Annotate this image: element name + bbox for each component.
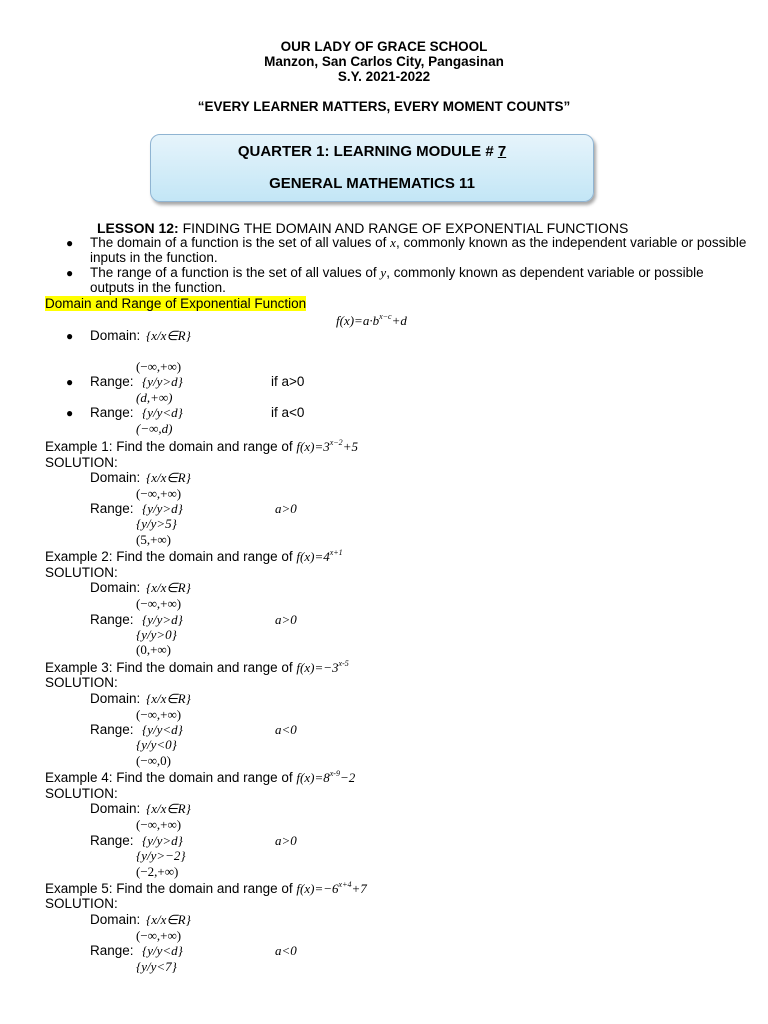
example-range-label: Range: bbox=[90, 833, 134, 848]
example-4-prompt bbox=[45, 770, 355, 786]
example-function-exponent: x+1 bbox=[329, 548, 343, 557]
example-range-value: {y/y<7} bbox=[136, 959, 177, 974]
example-range-label: Range: bbox=[90, 612, 134, 627]
formula-exponent: x−c bbox=[379, 312, 392, 321]
example-domain-interval: (−∞,+∞) bbox=[136, 707, 182, 722]
example-instruction: Find the domain and range of bbox=[116, 770, 297, 785]
example-function bbox=[296, 881, 366, 896]
module-quarter-label: QUARTER 1: LEARNING MODULE # bbox=[237, 143, 498, 160]
example-domain-interval: (−∞,+∞) bbox=[136, 817, 182, 832]
example-domain-interval: (−∞,+∞) bbox=[136, 596, 182, 611]
example-range-interval: (0,+∞) bbox=[136, 642, 172, 657]
example-domain-set: {x/x∈R} bbox=[146, 580, 191, 595]
section-domain-interval: (−∞,+∞) bbox=[136, 359, 182, 374]
example-label: Example 1: bbox=[45, 439, 117, 454]
bullet-icon: ● bbox=[66, 236, 74, 250]
example-label: Example 2: bbox=[45, 549, 117, 564]
school-address: Manzon, San Carlos City, Pangasinan bbox=[264, 54, 504, 69]
example-function bbox=[296, 549, 342, 564]
school-motto: “EVERY LEARNER MATTERS, EVERY MOMENT COUNTS” bbox=[197, 99, 571, 114]
example-domain-set: {x/x∈R} bbox=[146, 801, 191, 816]
example-function bbox=[296, 439, 358, 454]
example-range-value: {y/y<0} bbox=[136, 737, 177, 752]
example-label: Example 4: bbox=[45, 770, 117, 785]
example-function-exponent: x−2 bbox=[329, 438, 343, 447]
example-domain-label: Domain: bbox=[90, 801, 141, 816]
section-range-pos-set: {y/y>d} bbox=[142, 374, 183, 389]
example-function-tail: −2 bbox=[339, 770, 356, 785]
example-range-set: {y/y>d} bbox=[142, 501, 183, 516]
example-range-condition: a<0 bbox=[275, 943, 297, 958]
section-heading: Domain and Range of Exponential Function bbox=[45, 296, 307, 311]
example-range-value: {y/y>5} bbox=[136, 516, 177, 531]
example-range-set: {y/y>d} bbox=[142, 833, 183, 848]
module-number: 7 bbox=[497, 143, 507, 160]
example-function-base: f(x)=8 bbox=[296, 770, 330, 785]
formula-tail: +d bbox=[391, 313, 407, 328]
example-domain-interval: (−∞,+∞) bbox=[136, 928, 182, 943]
example-function-base: f(x)=3 bbox=[296, 439, 330, 454]
example-instruction: Find the domain and range of bbox=[116, 439, 297, 454]
definition-range-var: y bbox=[380, 265, 387, 280]
example-domain-interval: (−∞,+∞) bbox=[136, 486, 182, 501]
section-range-pos-interval: (d,+∞) bbox=[136, 390, 173, 405]
definition-domain bbox=[90, 235, 750, 265]
example-domain-label: Domain: bbox=[90, 580, 141, 595]
module-title-box bbox=[150, 134, 594, 202]
example-solution-label: SOLUTION: bbox=[45, 896, 118, 911]
example-solution-label: SOLUTION: bbox=[45, 565, 118, 580]
bullet-icon: ● bbox=[66, 406, 74, 420]
example-function bbox=[296, 660, 348, 675]
example-label: Example 3: bbox=[45, 660, 117, 675]
example-range-interval: (−2,+∞) bbox=[136, 864, 179, 879]
bullet-icon: ● bbox=[66, 266, 74, 280]
example-range-value: {y/y>0} bbox=[136, 627, 177, 642]
example-domain-label: Domain: bbox=[90, 912, 141, 927]
example-function bbox=[296, 770, 355, 785]
section-range-neg-set: {y/y<d} bbox=[142, 405, 183, 420]
example-function-tail: +5 bbox=[342, 439, 358, 454]
example-function-base: f(x)=−3 bbox=[296, 660, 339, 675]
example-instruction: Find the domain and range of bbox=[116, 881, 297, 896]
example-function-exponent: x-9 bbox=[329, 769, 340, 778]
example-range-set: {y/y<d} bbox=[142, 943, 183, 958]
bullet-icon: ● bbox=[66, 329, 74, 343]
section-domain-set: {x/x∈R} bbox=[146, 328, 191, 343]
example-function-base: f(x)=4 bbox=[296, 549, 330, 564]
definition-domain-pre: The domain of a function is the set of all values of bbox=[90, 235, 391, 250]
module-quarter-line bbox=[151, 143, 593, 160]
section-range-pos-cond: if a>0 bbox=[271, 374, 305, 389]
example-2-prompt bbox=[45, 549, 343, 565]
example-domain-label: Domain: bbox=[90, 470, 141, 485]
section-range-label: Range: bbox=[90, 374, 134, 389]
example-range-label: Range: bbox=[90, 501, 134, 516]
example-label: Example 5: bbox=[45, 881, 117, 896]
example-function-base: f(x)=−6 bbox=[296, 881, 339, 896]
example-function-exponent: x-5 bbox=[338, 659, 349, 668]
example-range-set: {y/y<d} bbox=[142, 722, 183, 737]
lesson-title-text: FINDING THE DOMAIN AND RANGE OF EXPONENTIAL FUNCTIONS bbox=[178, 220, 629, 236]
section-range-neg-cond: if a<0 bbox=[271, 405, 305, 420]
example-range-condition: a<0 bbox=[275, 722, 297, 737]
example-1-prompt bbox=[45, 439, 358, 455]
example-instruction: Find the domain and range of bbox=[116, 549, 297, 564]
example-function-exponent: x+4 bbox=[338, 880, 352, 889]
school-year: S.Y. 2021-2022 bbox=[337, 69, 431, 84]
general-formula bbox=[336, 313, 407, 329]
definition-domain-post: , commonly known as the independent variable or possible inputs in the function. bbox=[90, 235, 747, 265]
example-range-interval: (−∞,0) bbox=[136, 753, 172, 768]
bullet-icon: ● bbox=[66, 375, 74, 389]
example-range-interval: (5,+∞) bbox=[136, 532, 172, 547]
example-3-prompt bbox=[45, 660, 349, 676]
example-range-label: Range: bbox=[90, 722, 134, 737]
example-function-tail: +7 bbox=[351, 881, 367, 896]
definition-range bbox=[90, 265, 750, 295]
lesson-title bbox=[97, 220, 628, 236]
example-instruction: Find the domain and range of bbox=[116, 660, 297, 675]
school-name: OUR LADY OF GRACE SCHOOL bbox=[280, 39, 488, 54]
section-domain-label: Domain: bbox=[90, 328, 141, 343]
formula-base: f(x)=a·b bbox=[336, 313, 380, 328]
example-solution-label: SOLUTION: bbox=[45, 675, 118, 690]
section-range-label: Range: bbox=[90, 405, 134, 420]
example-range-value: {y/y>−2} bbox=[136, 848, 186, 863]
example-solution-label: SOLUTION: bbox=[45, 455, 118, 470]
example-domain-set: {x/x∈R} bbox=[146, 912, 191, 927]
example-domain-set: {x/x∈R} bbox=[146, 691, 191, 706]
definition-domain-var: x bbox=[390, 235, 396, 250]
definition-range-pre: The range of a function is the set of all values of bbox=[90, 265, 381, 280]
example-range-set: {y/y>d} bbox=[142, 612, 183, 627]
section-range-neg-interval: (−∞,d) bbox=[136, 421, 173, 436]
definition-range-post: , commonly known as dependent variable or possible outputs in the function. bbox=[90, 265, 704, 295]
example-solution-label: SOLUTION: bbox=[45, 786, 118, 801]
example-5-prompt bbox=[45, 881, 367, 897]
example-range-label: Range: bbox=[90, 943, 134, 958]
example-domain-set: {x/x∈R} bbox=[146, 470, 191, 485]
example-domain-label: Domain: bbox=[90, 691, 141, 706]
example-range-condition: a>0 bbox=[275, 501, 297, 516]
example-range-condition: a>0 bbox=[275, 612, 297, 627]
lesson-label: LESSON 12: bbox=[97, 220, 179, 236]
module-subject: GENERAL MATHEMATICS 11 bbox=[269, 175, 475, 192]
example-range-condition: a>0 bbox=[275, 833, 297, 848]
